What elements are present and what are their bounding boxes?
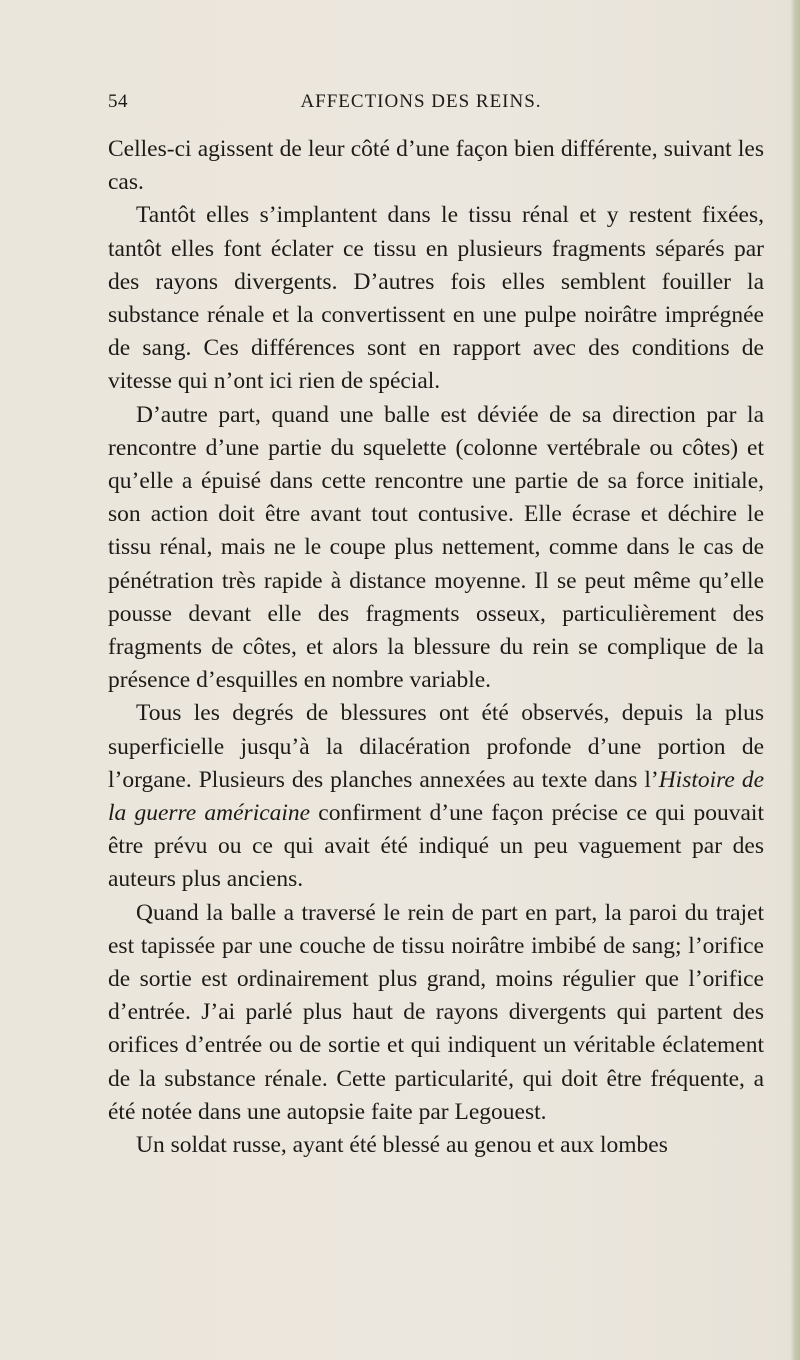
running-head xyxy=(108,88,764,116)
paragraph-4-text-start: Tous les degrés de blessures ont été observés, depuis la plus superficielle jusqu’à la dilacération profonde d’une portion de l’organe. Plusieurs des planches annexées au texte dans l’ xyxy=(108,700,764,793)
page-edge xyxy=(790,0,800,1360)
paragraph-5: Quand la balle a traversé le rein de part en part, la paroi du trajet est tapissée par une couche de tissu noirâtre imbibé de sang; l’orifice de sortie est ordinairement plus grand, moins régulier que l’orifice d’entrée. J’ai parlé plus haut de rayons divergents qui partent des orifices d’entrée ou de sortie et qui indiquent un véritable éclatement de la substance rénale. Cette particularité, qui doit être fréquente, a été notée dans une autopsie faite par Legouest. xyxy=(108,899,764,1125)
paragraph-4 xyxy=(108,697,764,896)
paragraph-6: Un soldat russe, ayant été blessé au genou et aux lombes xyxy=(136,1132,668,1159)
page-number: 54 xyxy=(108,91,128,112)
paragraph-2: Tantôt elles s’implantent dans le tissu rénal et y restent fixées, tantôt elles font éclater ce tissu en plusieurs fragments séparés par des rayons divergents. D’autres fois elles semblent fouiller la substance rénale et la convertissent en une pulpe noirâtre imprégnée de sang. Ces différences sont en rapport avec des conditions de vitesse qui n’ont ici rien de spécial. xyxy=(108,202,764,395)
body-text xyxy=(108,133,764,1162)
paragraph-4-text-end: confirment d’une façon précise ce qui pouvait être prévu ou ce qui avait été indiqué un peu vaguement par des auteurs plus anciens. xyxy=(108,800,764,893)
running-title: AFFECTIONS DES REINS. xyxy=(300,91,542,112)
paragraph-3: D’autre part, quand une balle est déviée de sa direction par la rencontre d’une partie du squelette (colonne vertébrale ou côtes) et qu’elle a épuisé dans cette rencontre une partie de sa force initiale, son action doit être avant tout contusive. Elle écrase et déchire le tissu rénal, mais ne le coupe plus nettement, comme dans le cas de pénétration très rapide à distance moyenne. Il se peut même qu’elle pousse devant elle des fragments osseux, particulièrement des fragments de côtes, et alors la blessure du rein se complique de la présence d’esquilles en nombre variable. xyxy=(108,401,764,694)
paragraph-1: Celles-ci agissent de leur côté d’une façon bien différente, suivant les cas. xyxy=(108,136,764,196)
book-title-italic: Histoire de la guerre américaine xyxy=(108,766,765,827)
